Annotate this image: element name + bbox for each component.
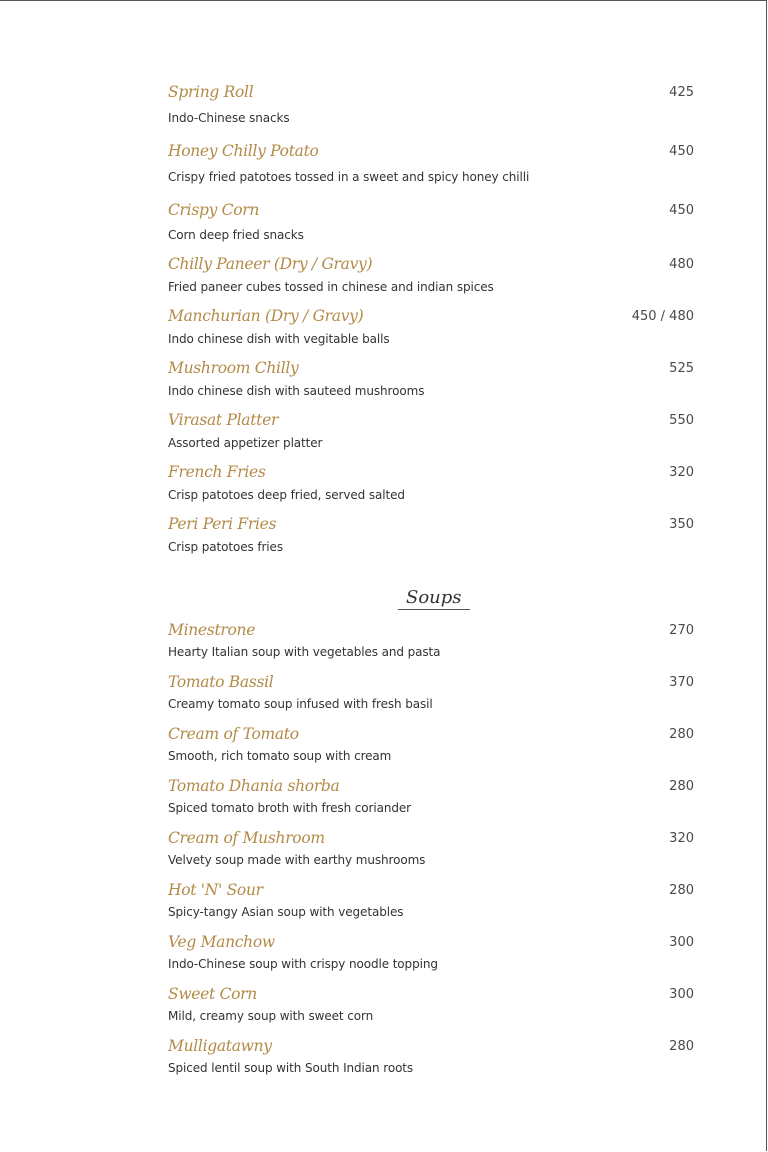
item-name: Veg Manchow bbox=[168, 933, 275, 951]
item-description: Indo chinese dish with sauteed mushrooms bbox=[168, 384, 425, 398]
item-name: Mulligatawny bbox=[168, 1037, 272, 1055]
item-price: 450 bbox=[669, 144, 694, 159]
item-price: 425 bbox=[669, 85, 694, 100]
item-name: Crispy Corn bbox=[168, 201, 260, 219]
item-description: Velvety soup made with earthy mushrooms bbox=[168, 853, 426, 867]
item-price: 350 bbox=[669, 517, 694, 532]
item-name: Minestrone bbox=[168, 621, 256, 639]
item-description: Indo-Chinese soup with crispy noodle topping bbox=[168, 957, 438, 971]
item-description: Spiced tomato broth with fresh coriander bbox=[168, 801, 412, 815]
item-description: Creamy tomato soup infused with fresh basil bbox=[168, 697, 433, 711]
item-description: Spiced lentil soup with South Indian roots bbox=[168, 1061, 414, 1075]
item-description: Indo-Chinese snacks bbox=[168, 111, 290, 125]
item-description: Indo chinese dish with vegitable balls bbox=[168, 332, 390, 346]
item-price: 280 bbox=[669, 727, 694, 742]
item-name: Manchurian (Dry / Gravy) bbox=[168, 307, 364, 325]
item-description: Crisp patotoes deep fried, served salted bbox=[168, 488, 405, 502]
item-name: Tomato Dhania shorba bbox=[168, 777, 340, 795]
item-price: 280 bbox=[669, 779, 694, 794]
item-name: Chilly Paneer (Dry / Gravy) bbox=[168, 255, 373, 273]
item-price: 525 bbox=[669, 361, 694, 376]
item-price: 280 bbox=[669, 883, 694, 898]
item-price: 320 bbox=[669, 831, 694, 846]
item-price: 450 bbox=[669, 203, 694, 218]
item-price: 270 bbox=[669, 623, 694, 638]
item-name: Cream of Mushroom bbox=[168, 829, 325, 847]
item-description: Spicy-tangy Asian soup with vegetables bbox=[168, 905, 404, 919]
section-title-soups: Soups bbox=[398, 587, 470, 610]
item-description: Mild, creamy soup with sweet corn bbox=[168, 1009, 374, 1023]
item-description: Smooth, rich tomato soup with cream bbox=[168, 749, 392, 763]
item-description: Corn deep fried snacks bbox=[168, 228, 304, 242]
item-name: Hot 'N' Sour bbox=[168, 881, 263, 899]
item-price: 370 bbox=[669, 675, 694, 690]
item-price: 450 / 480 bbox=[631, 309, 694, 324]
item-price: 300 bbox=[669, 935, 694, 950]
item-description: Fried paneer cubes tossed in chinese and indian spices bbox=[168, 280, 494, 294]
item-price: 320 bbox=[669, 465, 694, 480]
item-name: Mushroom Chilly bbox=[168, 359, 299, 377]
item-price: 480 bbox=[669, 257, 694, 272]
item-name: Cream of Tomato bbox=[168, 725, 299, 743]
item-price: 550 bbox=[669, 413, 694, 428]
item-price: 280 bbox=[669, 1039, 694, 1054]
item-description: Hearty Italian soup with vegetables and pasta bbox=[168, 645, 441, 659]
item-name: French Fries bbox=[168, 463, 266, 481]
item-name: Spring Roll bbox=[168, 83, 254, 101]
item-name: Peri Peri Fries bbox=[168, 515, 277, 533]
item-name: Honey Chilly Potato bbox=[168, 142, 319, 160]
item-description: Crisp patotoes fries bbox=[168, 540, 283, 554]
item-price: 300 bbox=[669, 987, 694, 1002]
item-name: Tomato Bassil bbox=[168, 673, 274, 691]
item-description: Assorted appetizer platter bbox=[168, 436, 323, 450]
item-description: Crispy fried patotoes tossed in a sweet and spicy honey chilli bbox=[168, 170, 530, 184]
item-name: Sweet Corn bbox=[168, 985, 257, 1003]
item-name: Virasat Platter bbox=[168, 411, 279, 429]
